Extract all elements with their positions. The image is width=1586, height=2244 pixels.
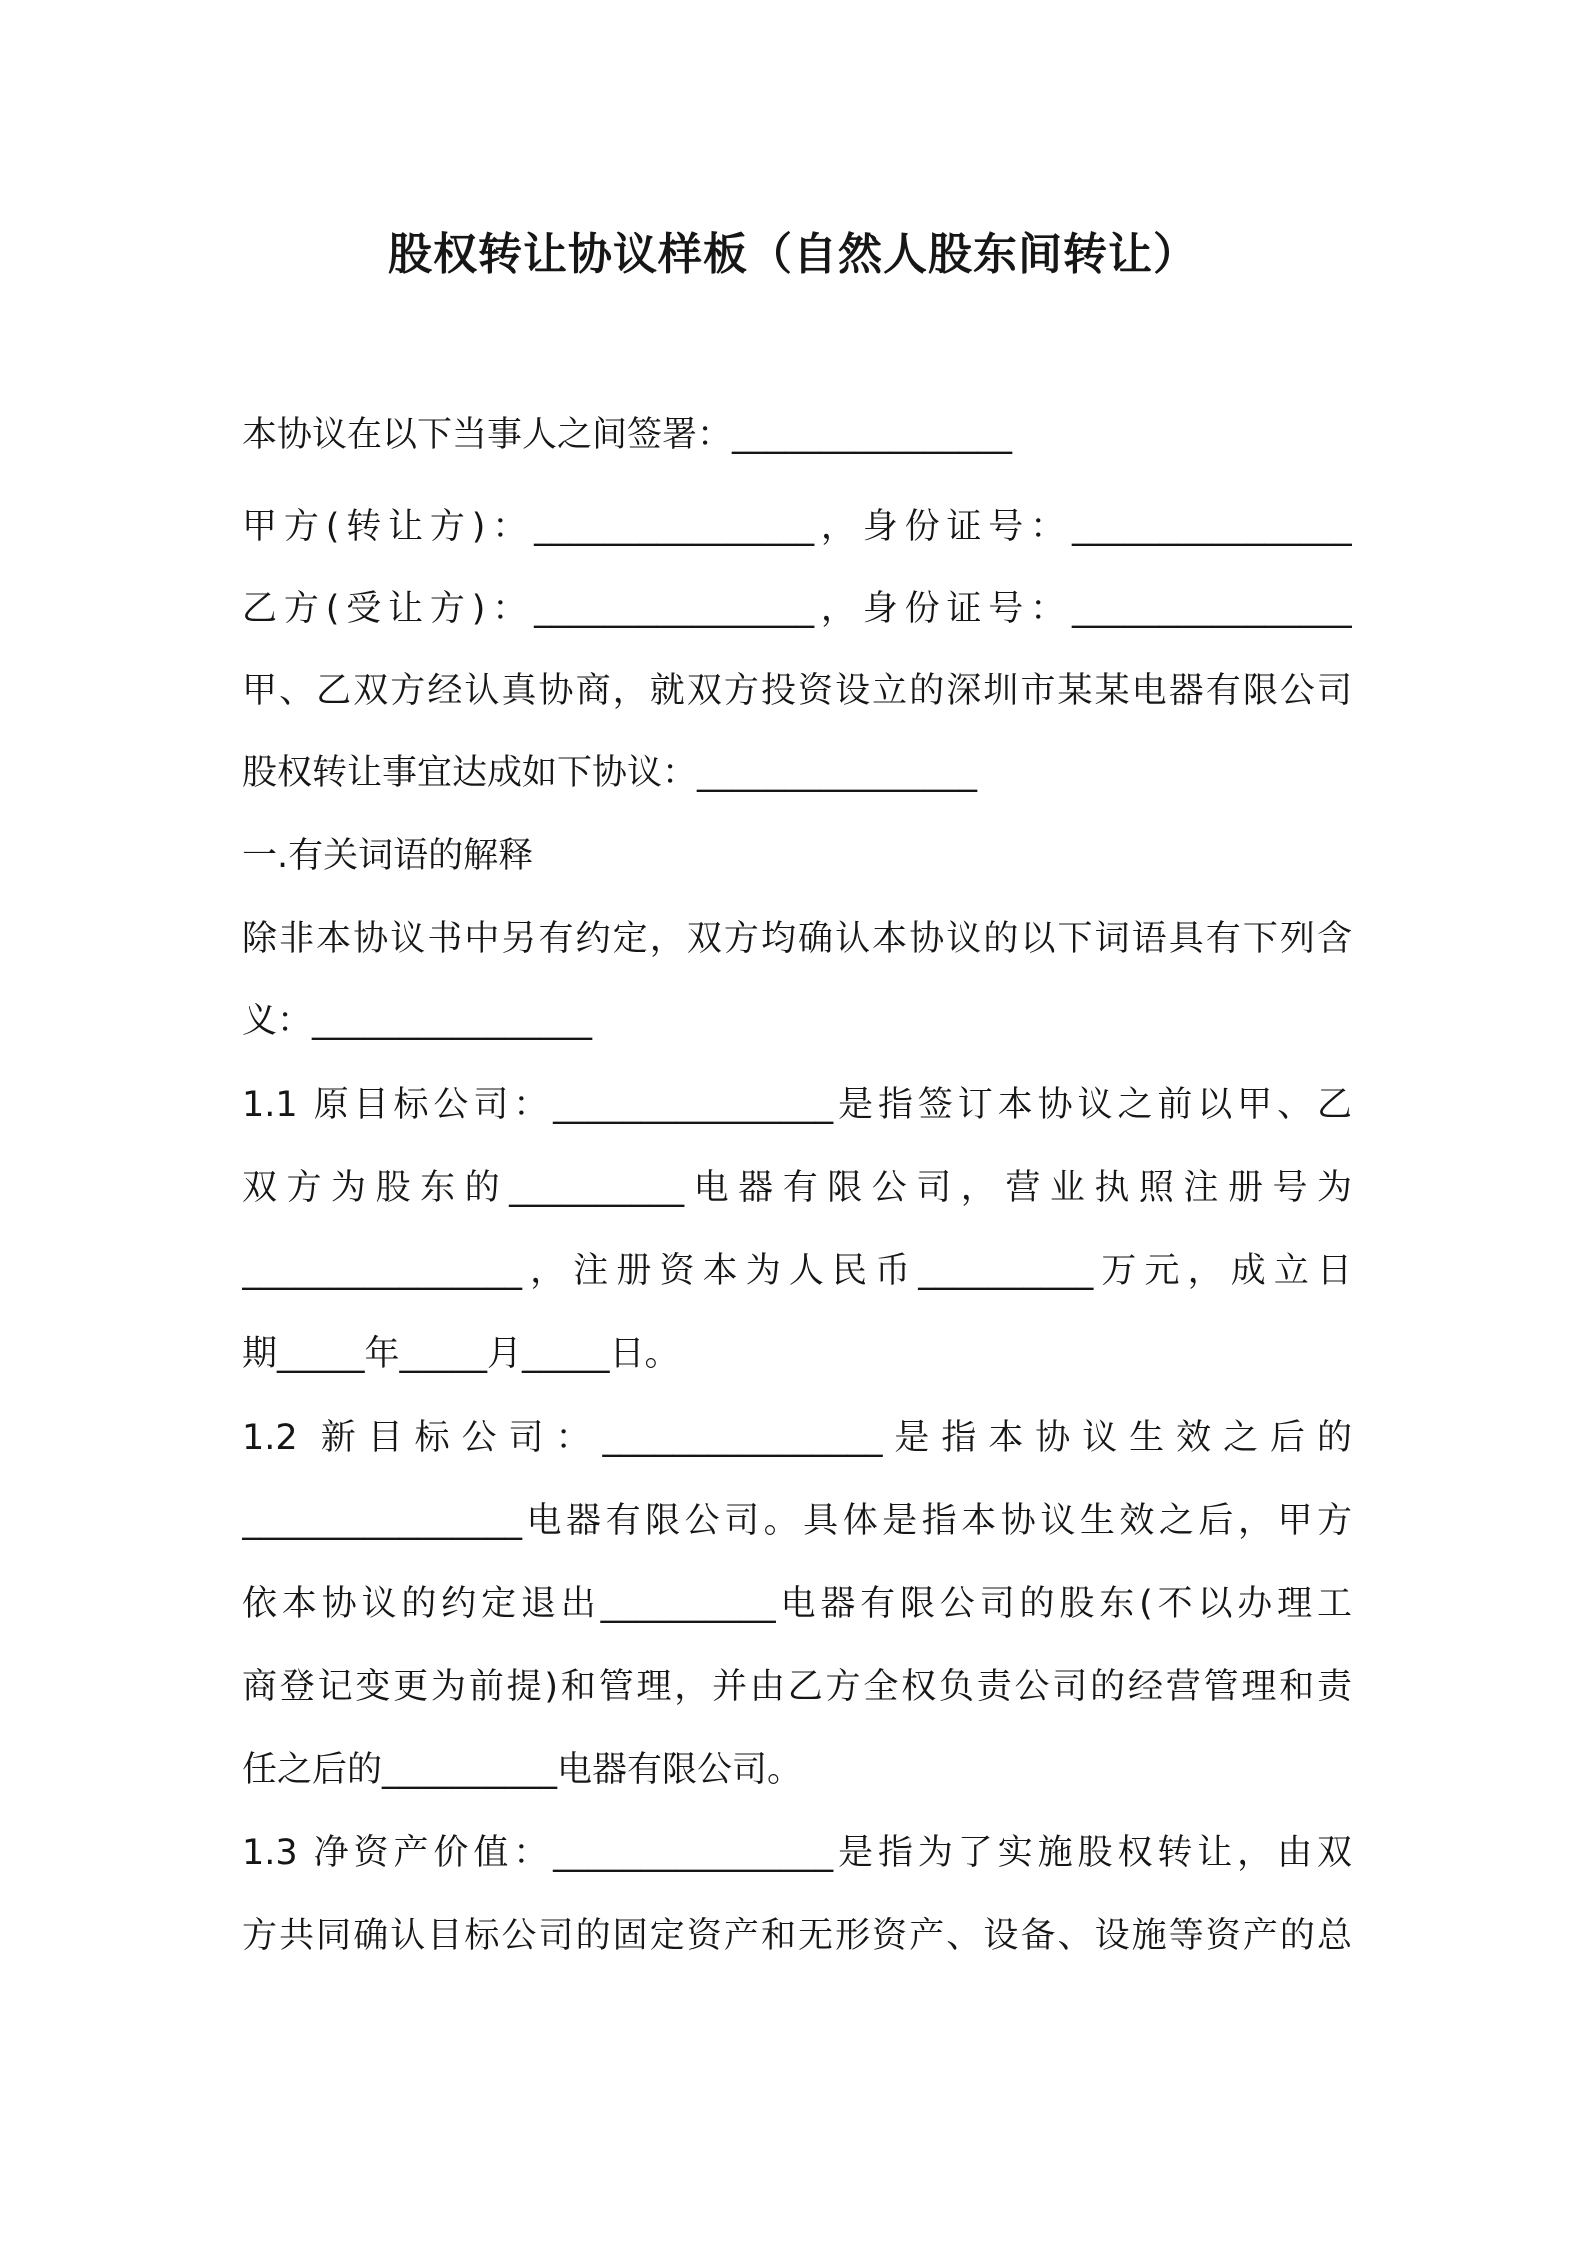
- document-title: 股权转让协议样板（自然人股东间转让）: [388, 229, 1198, 280]
- preamble-line-1: 甲、乙双方经认真协商，就双方投资设立的深圳市某某电器有限公司: [242, 671, 1352, 711]
- clause-1-1-line-4: 期_____年_____月_____日。: [242, 1334, 680, 1374]
- clause-1-2-line-2: ________________电器有限公司。具体是指本协议生效之后，甲方: [242, 1501, 1352, 1541]
- definitions-intro-line-2: 义：________________: [242, 1001, 593, 1041]
- clause-1-3-line-1: 1.3 净资产价值：________________是指为了实施股权转让，由双: [242, 1833, 1352, 1873]
- preamble-line-2: 股权转让事宜达成如下协议：________________: [242, 753, 978, 793]
- clause-1-1-line-3: ________________，注册资本为人民币__________万元，成立日: [242, 1251, 1352, 1291]
- signing-parties-line: 本协议在以下当事人之间签署：________________: [242, 415, 1013, 455]
- definitions-intro-line-1: 除非本协议书中另有约定，双方均确认本协议的以下词语具有下列含: [242, 919, 1352, 959]
- party-b-line: 乙方(受让方)：________________，身份证号：________________: [242, 589, 1352, 629]
- clause-1-1-line-1: 1.1 原目标公司：________________是指签订本协议之前以甲、乙: [242, 1085, 1352, 1125]
- clause-1-2-line-5: 任之后的__________电器有限公司。: [242, 1750, 803, 1790]
- clause-1-1-line-2: 双方为股东的__________电器有限公司，营业执照注册号为: [242, 1168, 1352, 1208]
- section-1-heading: 一.有关词语的解释: [242, 836, 534, 876]
- clause-1-3-line-2: 方共同确认目标公司的固定资产和无形资产、设备、设施等资产的总: [242, 1916, 1352, 1956]
- clause-1-2-line-3: 依本协议的约定退出__________电器有限公司的股东(不以办理工: [242, 1584, 1352, 1624]
- clause-1-2-line-1: 1.2 新目标公司：________________是指本协议生效之后的: [242, 1418, 1352, 1458]
- party-a-line: 甲方(转让方)：________________，身份证号：________________: [242, 507, 1352, 547]
- clause-1-2-line-4: 商登记变更为前提)和管理，并由乙方全权负责公司的经营管理和责: [242, 1667, 1352, 1707]
